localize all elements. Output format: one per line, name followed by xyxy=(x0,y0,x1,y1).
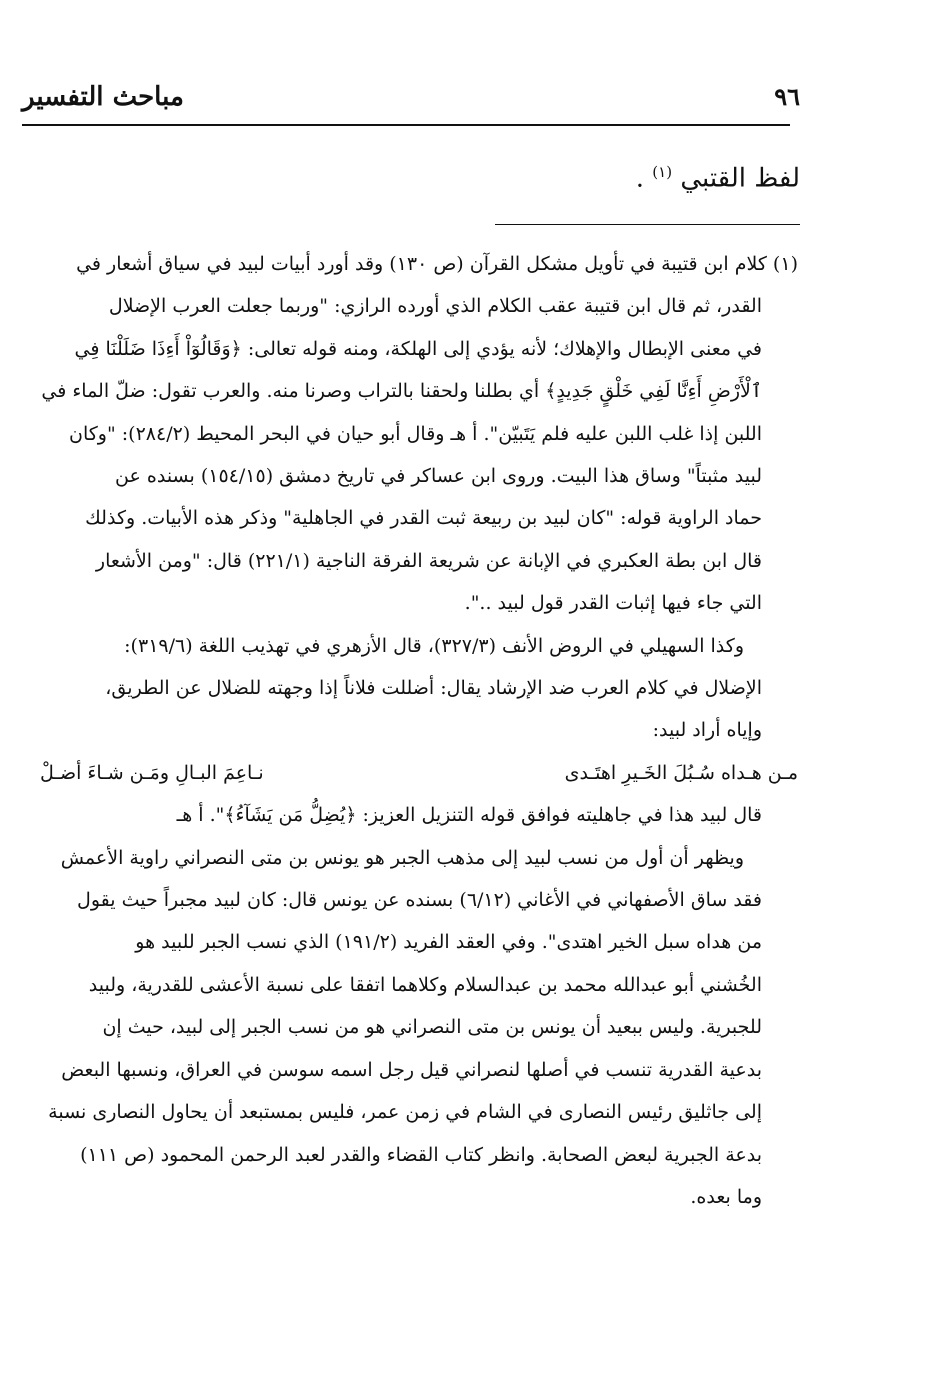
verse-second-hemistich: نـاعِمَ البـالِ ومَـن شـاءَ أضـلْ xyxy=(40,761,264,784)
footnote-line: اللبن إذا غلب اللبن عليه فلم يَتَبيّن". أ هـ وقال أبو حيان في البحر المحيط (٢٨٤/٢): "وكان xyxy=(69,422,762,445)
footnote-line: إلى جاثليق رئيس النصارى في الشام في زمن عمر، فليس بمستبعد أن يحاول النصارى نسبة xyxy=(48,1101,762,1124)
verse-first-hemistich: مـن هـداه سُـبُلَ الخَـيرِ اهتَـدى xyxy=(564,761,798,784)
page-number: ٩٦ xyxy=(774,82,800,111)
footnote-line: بدعة الجبرية لبعض الصحابة. وانظر كتاب القضاء والقدر لعبد الرحمن المحمود (ص ١١١) xyxy=(80,1143,762,1166)
footnote-line: الخُشني أبو عبدالله محمد بن عبدالسلام وكلاهما اتفقا على نسبة الأعشى للقدرية، ولبيد xyxy=(88,973,762,996)
footnote-line: ٱلْأَرْضِ أَءِنَّا لَفِي خَلْقٍ جَدِيدٍ﴾ أي بطلنا ولحقنا بالتراب وصرنا منه. والعرب تقول: ضلّ الماء في xyxy=(41,380,762,403)
footnote-line: في معنى الإبطال والإهلاك؛ لأنه يؤدي إلى الهلكة، ومنه قوله تعالى: ﴿وَقَالُوٓاْ أَءِذَا ضَلَلْنَا فِي xyxy=(74,337,762,360)
footnote-line: من هداه سبل الخير اهتدى". وفي العقد الفريد (١٩١/٢) الذي نسب الجبر للبيد هو xyxy=(135,931,762,954)
main-text-end: . xyxy=(635,163,644,194)
footnote-line: قال ابن بطة العكبري في الإبانة عن شريعة الفرقة الناجية (٢٢١/١) قال: "ومن الأشعار xyxy=(95,549,762,572)
footnote-line: لبيد مثبتاً" وساق هذا البيت. وروى ابن عساكر في تاريخ دمشق (١٥٤/١٥) بسنده عن xyxy=(115,465,762,488)
main-text-body: لفظ القتبي xyxy=(680,163,800,194)
footnote-line: للجبرية. وليس ببعيد أن يونس بن متى النصراني هو من نسب الجبر إلى لبيد، حيث إن xyxy=(102,1016,762,1039)
footnote-line: ويظهر أن أول من نسب لبيد إلى مذهب الجبر هو يونس بن متى النصراني راوية الأعمش xyxy=(60,846,744,869)
footnote-line: الإضلال في كلام العرب ضد الإرشاد يقال: أضللت فلاناً إذا وجهته للضلال عن الطريق، xyxy=(105,677,762,700)
footnote-line: بدعية القدرية تنسب في أصلها لنصراني قيل رجل اسمه سوسن في العراق، ونسبها البعض xyxy=(61,1058,762,1081)
footnote-line: القدر، ثم قال ابن قتيبة عقب الكلام الذي أورده الرازي: "وربما جعلت العرب الإضلال xyxy=(108,295,762,318)
footnote-line: قال لبيد هذا في جاهليته فوافق قوله التنزيل العزيز: ﴿يُضِلُّ مَن يَشَآءُ﴾". أ هـ xyxy=(176,804,762,827)
footnote-reference: (١) xyxy=(652,163,673,181)
footnote-line: فقد ساق الأصفهاني في الأغاني (٦/١٢) بسنده عن يونس قال: كان لبيد مجبراً حيث يقول xyxy=(77,889,762,912)
page-header xyxy=(22,82,800,118)
running-title: مباحث التفسير xyxy=(22,82,184,112)
poetry-verse xyxy=(30,752,798,794)
header-rule xyxy=(22,124,790,126)
footnote-line: التي جاء فيها إثبات القدر قول لبيد ..". xyxy=(464,592,762,615)
footnote-separator xyxy=(495,224,800,225)
footnote-line: (١) كلام ابن قتيبة في تأويل مشكل القرآن (ص ١٣٠) وقد أورد أبيات لبيد في سياق أشعار في xyxy=(76,253,798,275)
footnote-line: حماد الراوية قوله: "كان لبيد بن ربيعة ثبت القدر في الجاهلية" وذكر هذه الأبيات. وكذلك xyxy=(85,507,762,530)
footnote-line: وإياه أراد لبيد: xyxy=(652,719,762,742)
footnote-section xyxy=(30,243,798,1218)
main-text xyxy=(160,152,800,199)
footnote-line: وكذا السهيلي في الروض الأنف (٣٢٧/٣)، قال الأزهري في تهذيب اللغة (٣١٩/٦): xyxy=(124,634,744,657)
footnote-line: وما بعده. xyxy=(690,1185,762,1208)
